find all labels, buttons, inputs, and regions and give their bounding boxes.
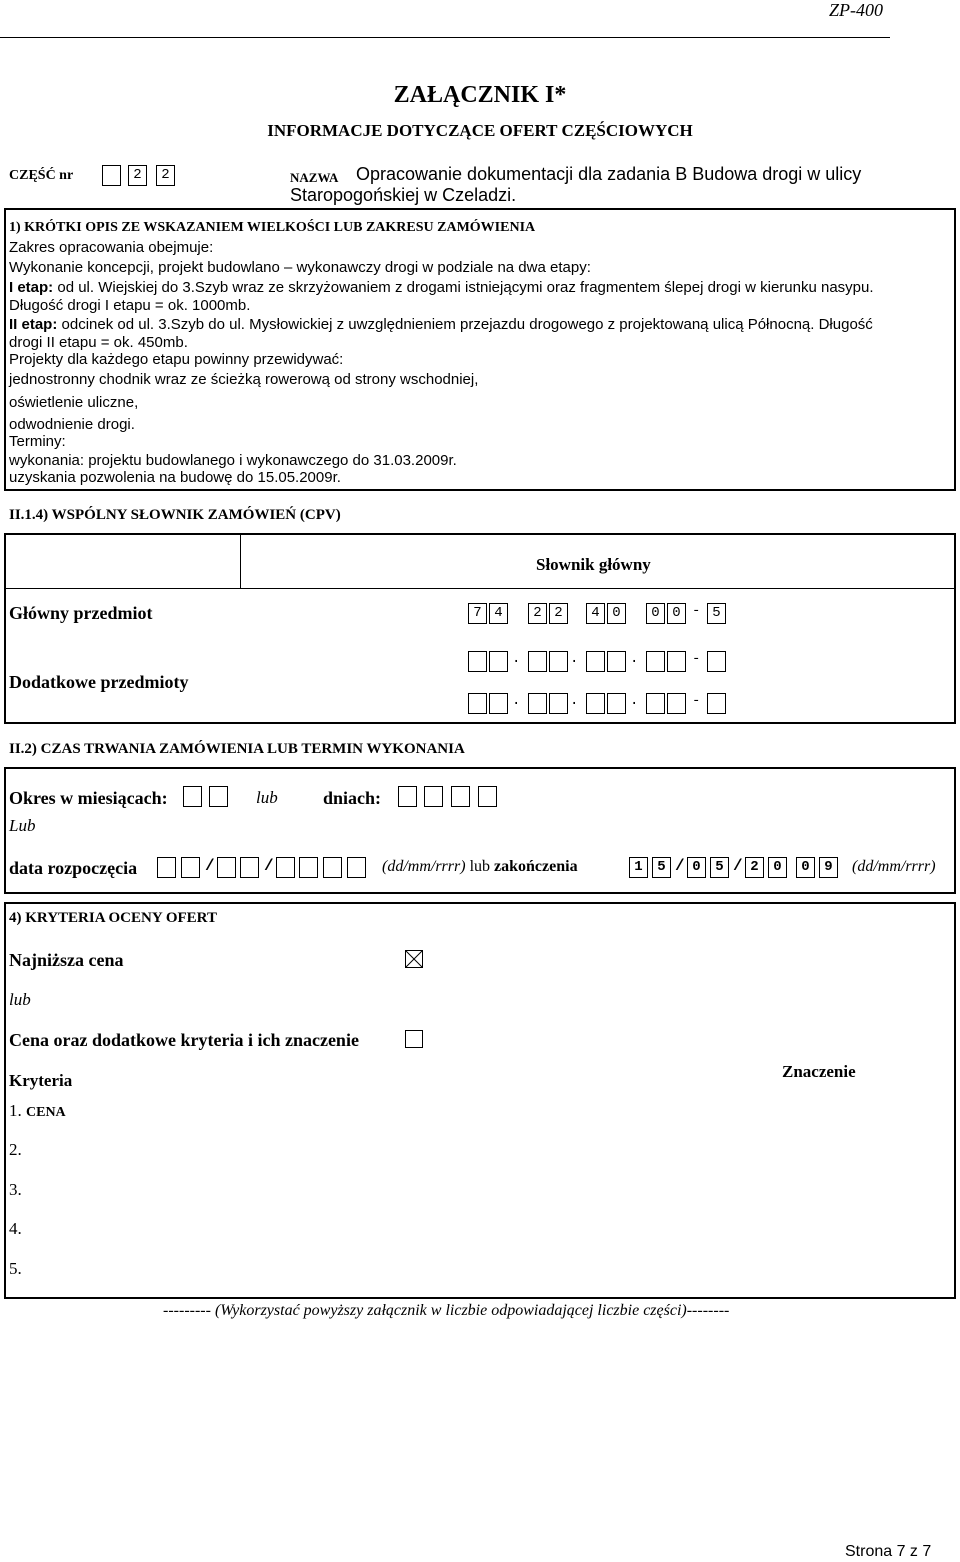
end-date-digit[interactable]: 0 [796,857,815,878]
start-date-digit[interactable] [323,857,342,878]
description-line: wykonania: projektu budowlanego i wykonawczego do 31.03.2009r. [9,452,457,469]
cpv-main-digit[interactable]: 2 [528,603,547,624]
part-digit-1[interactable] [102,165,121,186]
document-code: ZP-400 [829,0,883,20]
weight-col-header: Znaczenie [782,1062,856,1081]
header-rule [0,37,890,38]
cpv-extra-digit[interactable] [607,693,626,714]
criterion-name: CENA [26,1105,66,1120]
cpv-main-digit[interactable]: 0 [646,603,665,624]
end-date-digit[interactable]: 1 [629,857,648,878]
or-label: lub [9,990,31,1009]
cpv-extra-digit[interactable] [586,693,605,714]
cpv-heading: II.1.4) WSPÓLNY SŁOWNIK ZAMÓWIEŃ (CPV) [9,507,341,523]
cpv-extra-digit[interactable] [707,651,726,672]
days-label: dniach: [323,788,382,808]
end-date-digit[interactable]: 5 [710,857,729,878]
cpv-main-digit[interactable]: 4 [586,603,605,624]
date-separator: / [675,857,685,875]
stage-2-text: odcinek od ul. 3.Szyb do ul. Mysłowickiej z uwzględnieniem przejazdu drogowego z projektowaną ulicą Północną. Długość [57,316,873,333]
page-title: ZAŁĄCZNIK I* [393,82,567,108]
cpv-dash: - [692,603,701,619]
cpv-dash: - [692,651,701,667]
cpv-extra-digit[interactable] [607,651,626,672]
cpv-main-digit[interactable]: 7 [468,603,487,624]
months-digit[interactable] [209,786,228,807]
days-digit[interactable] [478,786,497,807]
months-label: Okres w miesiącach: [9,788,168,808]
end-date-digit[interactable]: 5 [652,857,671,878]
footer-note: --------- (Wykorzystać powyższy załącznik w liczbie odpowiadającej liczbie części)-------- [163,1302,730,1319]
duration-heading: II.2) CZAS TRWANIA ZAMÓWIENIA LUB TERMIN WYKONANIA [9,741,465,757]
days-digit[interactable] [424,786,443,807]
end-date-label: zakończenia [494,858,578,875]
other-criteria-label: Cena oraz dodatkowe kryteria i ich znaczenie [9,1030,359,1050]
cpv-extra-digit[interactable] [528,693,547,714]
part-digit-2[interactable]: 2 [128,165,147,186]
criterion-number: 2. [9,1140,22,1159]
cpv-main-label: Główny przedmiot [9,603,153,623]
start-date-digit[interactable] [347,857,366,878]
page-number: Strona 7 z 7 [845,1543,932,1560]
cpv-main-digit[interactable]: 0 [667,603,686,624]
description-line: Długość drogi I etapu = ok. 1000mb. [9,297,251,314]
end-date-digit[interactable]: 0 [687,857,706,878]
cpv-extra-label: Dodatkowe przedmioty [9,672,189,692]
cpv-dash: - [692,693,701,709]
days-digit[interactable] [398,786,417,807]
months-digit[interactable] [183,786,202,807]
part-name-label: NAZWA [290,170,339,185]
criteria-col-header: Kryteria [9,1071,73,1090]
days-digit[interactable] [451,786,470,807]
cpv-dot: . [512,693,521,709]
lowest-price-checkbox[interactable] [405,950,423,968]
cpv-extra-digit[interactable] [528,651,547,672]
start-date-label: data rozpoczęcia [9,858,138,878]
part-digit-3[interactable]: 2 [156,165,175,186]
cpv-table-rule [4,588,956,589]
cpv-main-digit[interactable]: 0 [607,603,626,624]
stage-1-label: I etap: [9,279,54,296]
description-line: oświetlenie uliczne, [9,394,139,411]
description-line: Terminy: [9,433,66,450]
cpv-dot: . [570,693,579,709]
other-criteria-checkbox[interactable] [405,1030,423,1048]
cpv-extra-digit[interactable] [489,693,508,714]
description-line: uzyskania pozwolenia na budowę do 15.05.2009r. [9,469,341,486]
description-line: Zakres opracowania obejmuje: [9,239,214,256]
cpv-extra-digit[interactable] [667,693,686,714]
cpv-extra-digit[interactable] [468,651,487,672]
start-date-digit[interactable] [299,857,318,878]
end-date-digit[interactable]: 2 [745,857,764,878]
start-date-digit[interactable] [217,857,236,878]
date-format: (dd/mm/rrrr) [852,858,936,875]
start-date-digit[interactable] [157,857,176,878]
cpv-main-digit[interactable]: 2 [549,603,568,624]
description-line: odwodnienie drogi. [9,416,135,433]
date-separator: / [264,857,274,875]
stage-2-label: II etap: [9,316,58,333]
cpv-main-digit[interactable]: 4 [489,603,508,624]
part-name-line2: Staropogońskiej w Czeladzi. [290,185,517,205]
description-line [9,279,874,296]
or-label: Lub [9,816,36,835]
criterion-number: 1. [9,1101,22,1120]
page-subtitle: INFORMACJE DOTYCZĄCE OFERT CZĘŚCIOWYCH [267,121,693,140]
cpv-extra-digit[interactable] [586,651,605,672]
criteria-heading: 4) KRYTERIA OCENY OFERT [9,910,217,926]
description-line [9,316,873,333]
lowest-price-label: Najniższa cena [9,950,124,970]
description-line: Projekty dla każdego etapu powinny przewidywać: [9,351,344,368]
or-label: lub [256,788,278,807]
stage-1-text: od ul. Wiejskiej do 3.Szyb wraz ze skrzyżowaniem z drogami istniejącymi oraz fragmentem ślepej drogi w kierunku nasypu. [53,279,874,296]
cpv-main-digit[interactable]: 5 [707,603,726,624]
cpv-extra-digit[interactable] [646,651,665,672]
end-date-digit[interactable]: 0 [768,857,787,878]
cpv-extra-digit[interactable] [646,693,665,714]
start-date-digit[interactable] [240,857,259,878]
description-line: drogi II etapu = ok. 450mb. [9,334,188,351]
criterion-number: 5. [9,1259,22,1278]
cpv-dot: . [630,693,639,709]
cpv-table-divider [240,533,241,589]
date-separator: / [205,857,215,875]
cpv-extra-digit[interactable] [549,693,568,714]
start-date-digit[interactable] [276,857,295,878]
cpv-dot: . [630,651,639,667]
description-heading: 1) KRÓTKI OPIS ZE WSKAZANIEM WIELKOŚCI LUB ZAKRESU ZAMÓWIENIA [9,220,536,235]
checked-box-icon [405,950,423,968]
criterion-number: 4. [9,1219,22,1238]
cpv-extra-digit[interactable] [667,651,686,672]
cpv-extra-digit[interactable] [707,693,726,714]
description-line: jednostronny chodnik wraz ze ścieżką rowerową od strony wschodniej, [9,371,479,388]
cpv-dot: . [570,651,579,667]
cpv-extra-digit[interactable] [549,651,568,672]
cpv-extra-digit[interactable] [489,651,508,672]
start-date-format-row [382,858,578,876]
date-separator: / [733,857,743,875]
end-date-digit[interactable]: 9 [819,857,838,878]
start-date-digit[interactable] [181,857,200,878]
criterion-number: 3. [9,1180,22,1199]
cpv-dot: . [512,651,521,667]
or-label: lub [469,858,491,875]
date-format: (dd/mm/rrrr) [382,858,466,875]
description-line: Wykonanie koncepcji, projekt budowlano – wykonawczy drogi w podziale na dwa etapy: [9,259,591,276]
cpv-col-header: Słownik główny [536,555,651,574]
criterion-row [9,1101,66,1121]
part-number-label: CZĘŚĆ nr [9,168,74,183]
part-name-line1: Opracowanie dokumentacji dla zadania B Budowa drogi w ulicy [356,164,862,184]
criteria-box [4,902,956,1299]
cpv-extra-digit[interactable] [468,693,487,714]
